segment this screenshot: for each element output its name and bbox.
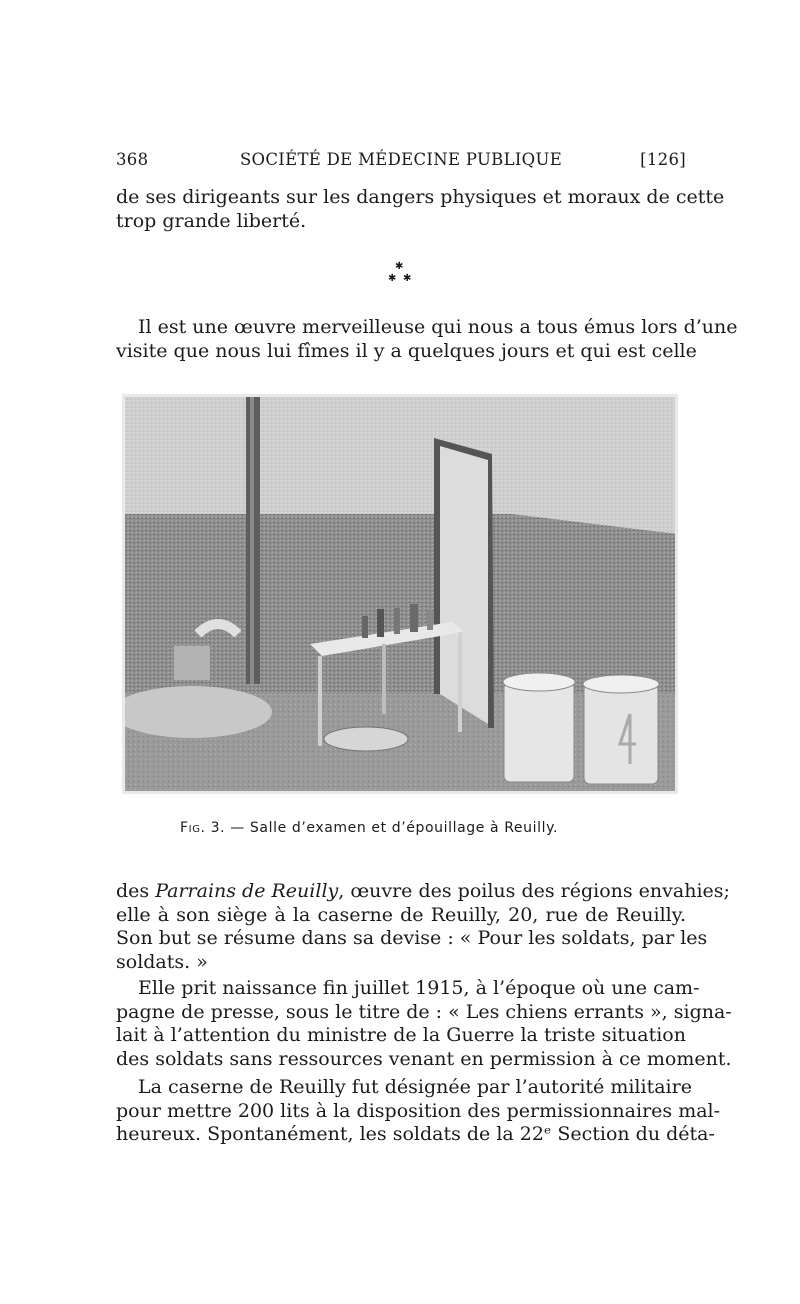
running-header — [116, 150, 686, 174]
text-line: soldats. » — [116, 950, 208, 973]
text-line: Elle prit naissance fin juillet 1915, à l’époque où une cam- — [138, 977, 700, 999]
paragraph-parrains — [116, 880, 730, 974]
text-line: elle à son siège à la caserne de Reuilly, 20, rue de Reuilly. — [116, 903, 686, 926]
text-line: Son but se résume dans sa devise : « Pour les soldats, par les — [116, 927, 708, 949]
text-line: lait à l’attention du ministre de la Guerre la triste situation — [116, 1024, 686, 1046]
figure-caption-text: — Salle d’examen et d’épouillage à Reuilly. — [225, 820, 559, 836]
text-line: visite que nous lui fîmes il y a quelques jours et qui est celle — [116, 339, 697, 362]
text-line: Il est une œuvre merveilleuse qui nous a tous émus lors d’une — [138, 316, 738, 338]
figure-label: Fig. 3. — [180, 820, 226, 836]
figure-photograph — [122, 394, 678, 794]
paragraph-continuation — [116, 186, 725, 233]
page-number: 368 — [116, 150, 149, 169]
text-line: trop grande liberté. — [116, 209, 307, 232]
figure-caption — [180, 820, 620, 836]
text-line: de ses dirigeants sur les dangers physiques et moraux de cette — [116, 186, 725, 208]
three-asterisks-icon: ✱ ✱ ✱ — [388, 261, 412, 284]
italic-title: Parrains de Reuilly — [155, 880, 339, 902]
text-line: pour mettre 200 lits à la disposition des permissionnaires mal- — [116, 1099, 721, 1122]
paragraph-caserne — [116, 1076, 721, 1147]
paragraph-intro — [116, 316, 738, 363]
bracket-page-number: [126] — [640, 150, 686, 169]
text-line: heureux. Spontanément, les soldats de la 22ᵉ Section du déta- — [116, 1123, 715, 1145]
running-title: SOCIÉTÉ DE MÉDECINE PUBLIQUE — [239, 150, 563, 169]
text-fragment: des — [116, 880, 156, 902]
text-line: pagne de presse, sous le titre de : « Les chiens errants », signa- — [116, 1000, 732, 1023]
text-line — [116, 880, 730, 904]
text-fragment: , œuvre des poilus des régions envahies; — [338, 880, 730, 902]
text-line: des soldats sans ressources venant en permission à ce moment. — [116, 1047, 732, 1070]
paragraph-origin — [116, 977, 732, 1071]
text-line: La caserne de Reuilly fut désignée par l’autorité militaire — [138, 1076, 692, 1098]
